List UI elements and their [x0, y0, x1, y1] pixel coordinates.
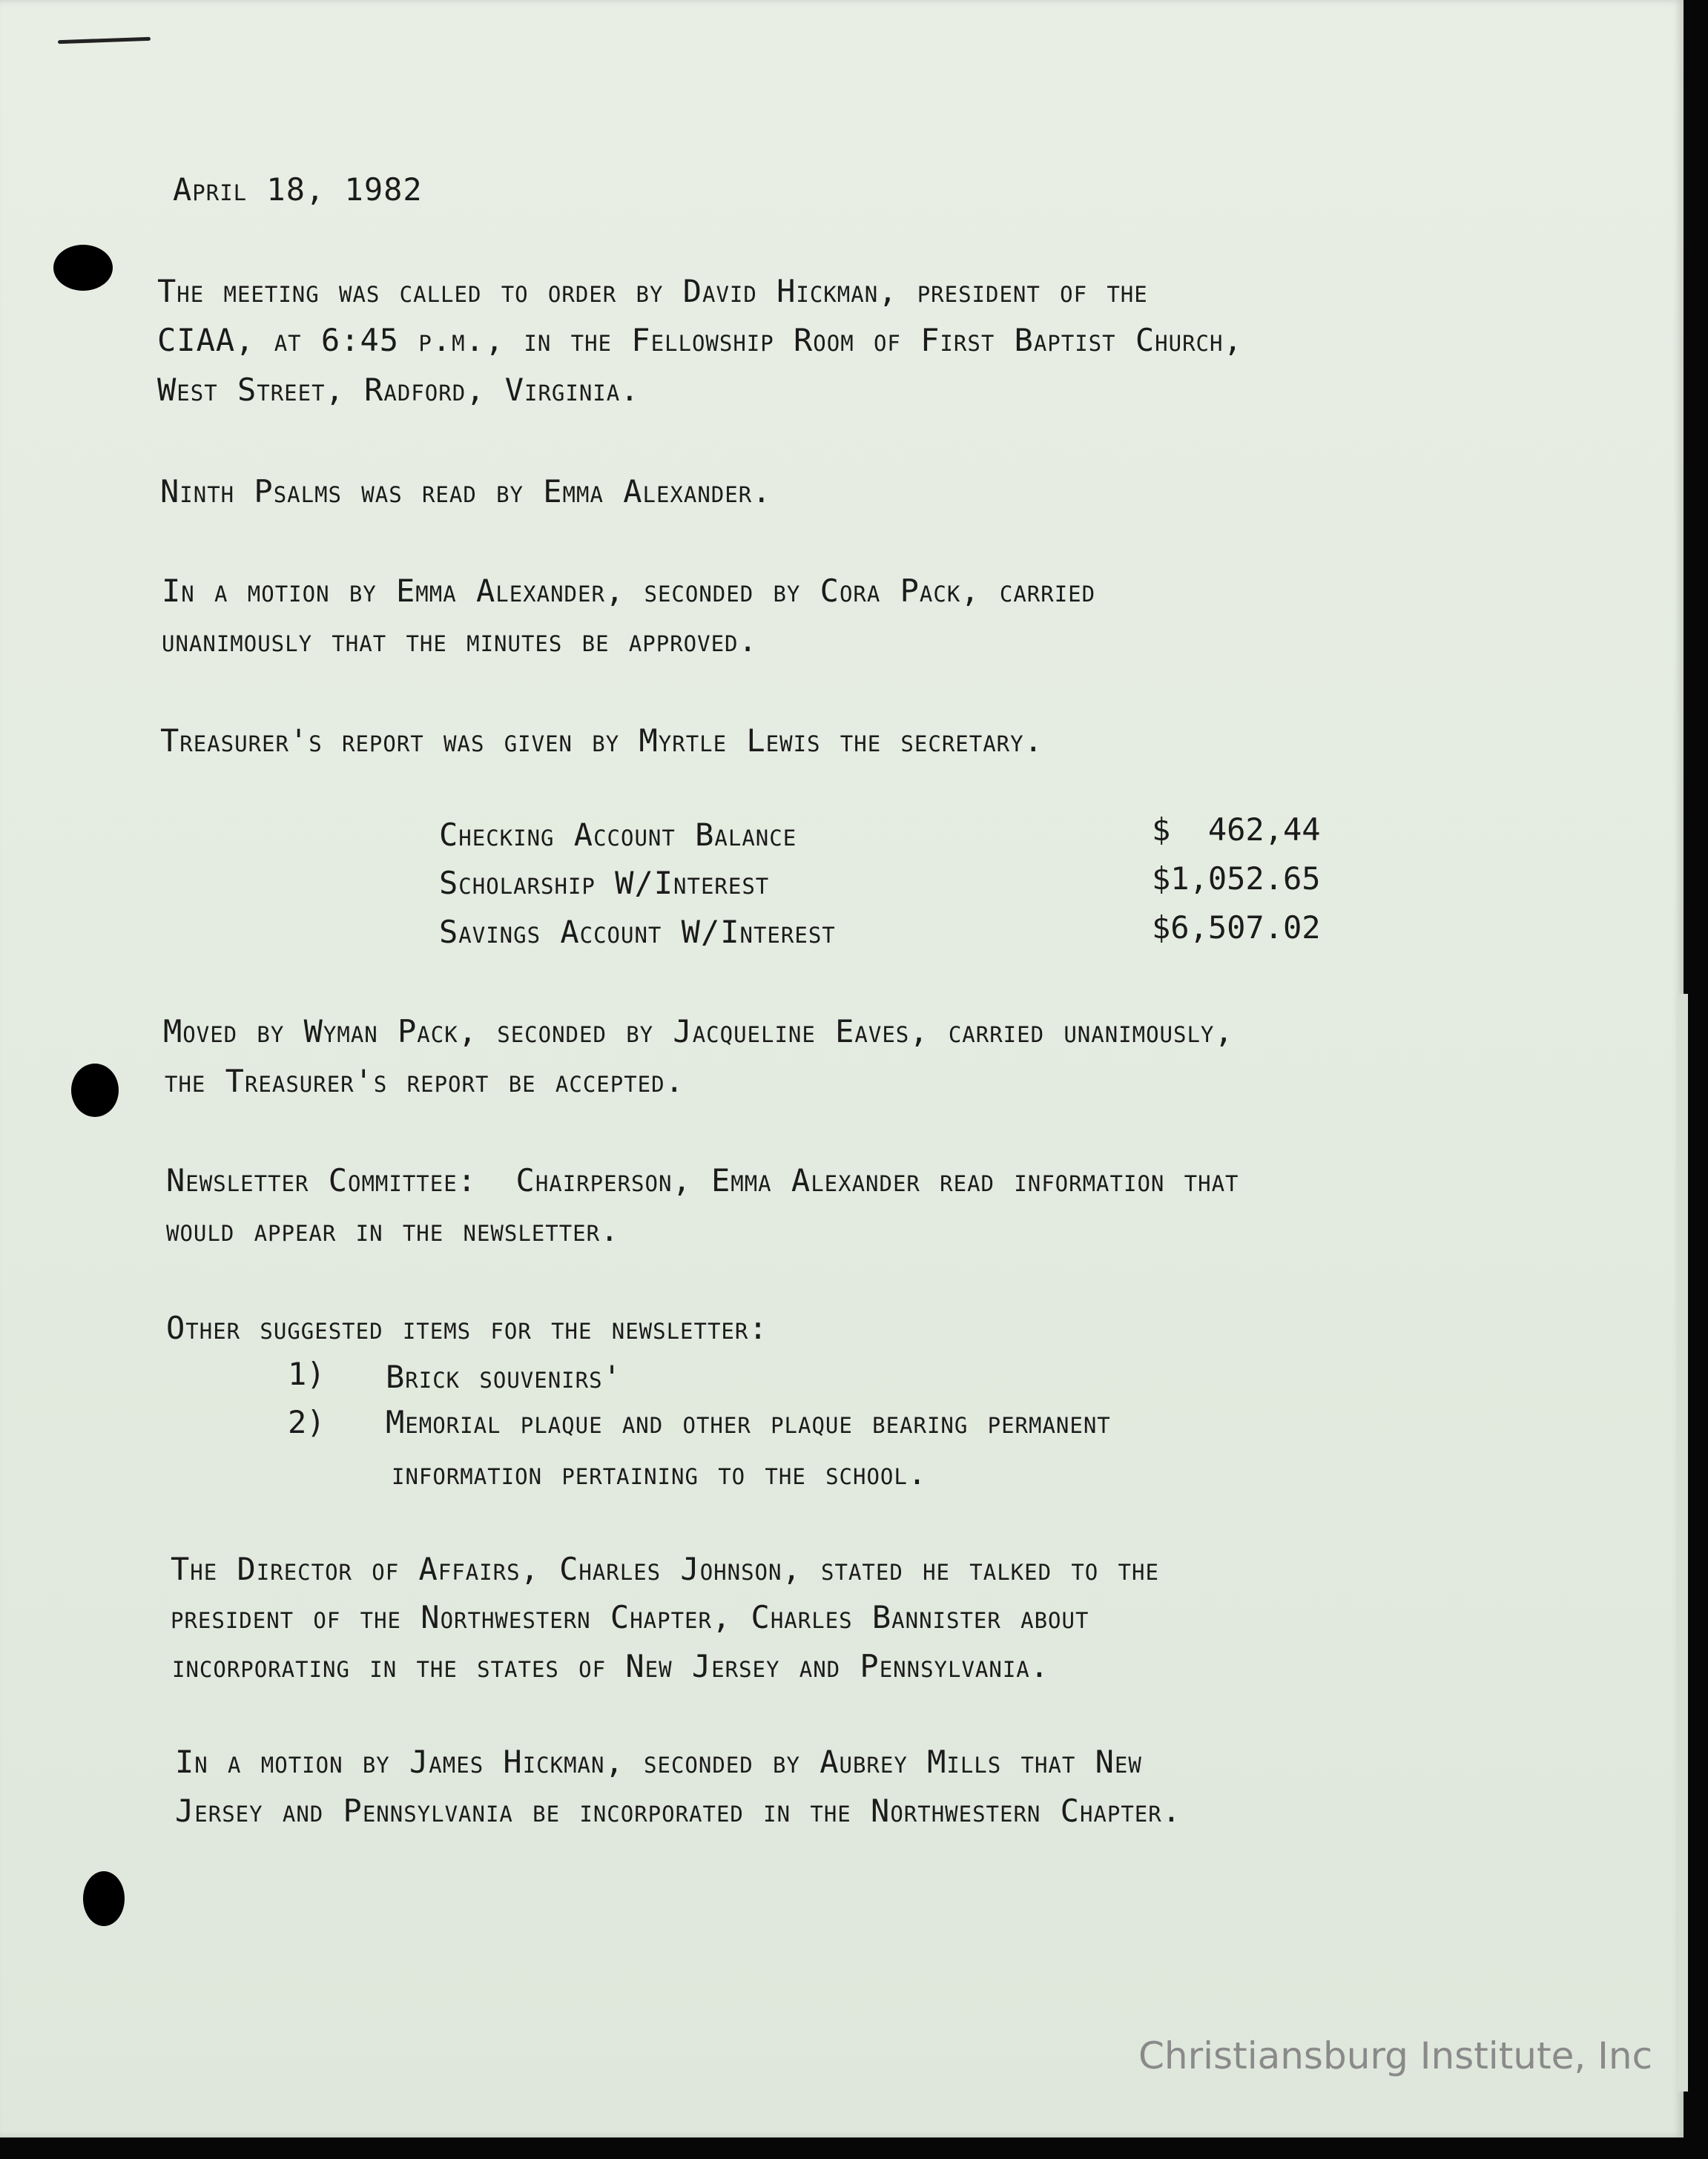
list-item-number: 2) — [288, 1404, 326, 1440]
director-line-1: The Director of Affairs, Charles Johnson, stated he talked to the — [171, 1551, 1159, 1587]
director-line-2: president of the Northwestern Chapter, Charles Bannister about — [171, 1599, 1089, 1635]
list-item-text: Memorial plaque and other plaque bearing permanent — [386, 1404, 1111, 1440]
call-to-order-line-2: CIAA, at 6:45 p.m., in the Fellowship Room of First Baptist Church, — [157, 322, 1243, 358]
call-to-order-line-1: The meeting was called to order by David Hickman, president of the — [157, 273, 1148, 309]
newsletter-line-1: Newsletter Committee: Chairperson, Emma Alexander read information that — [166, 1162, 1239, 1199]
punch-hole-top — [53, 245, 113, 291]
account-label: Scholarship W/Interest — [439, 865, 770, 901]
treasurer-report-paragraph: Treasurer's report was given by Myrtle Lewis the secretary. — [160, 722, 1043, 759]
account-amount: $6,507.02 — [1152, 909, 1321, 946]
call-to-order-line-3: West Street, Radford, Virginia. — [157, 372, 640, 408]
document-date: April 18, 1982 — [173, 171, 423, 208]
paper-edge — [1678, 994, 1688, 2092]
punch-hole-middle — [71, 1064, 119, 1117]
incorporation-line-1: In a motion by James Hickman, seconded by Aubrey Mills that New — [175, 1744, 1142, 1780]
list-item-text: Brick souvenirs' — [386, 1359, 622, 1395]
list-item-text-continued: information pertaining to the school. — [392, 1455, 928, 1491]
moved-line-2: the Treasurer's report be accepted. — [165, 1063, 685, 1099]
director-line-3: incorporating in the states of New Jersey and Pennsylvania. — [172, 1648, 1050, 1684]
psalms-paragraph: Ninth Psalms was read by Emma Alexander. — [160, 473, 772, 510]
minutes-motion-line-2: unanimously that the minutes be approved. — [162, 622, 758, 659]
incorporation-line-2: Jersey and Pennsylvania be incorporated in the Northwestern Chapter. — [175, 1793, 1181, 1829]
other-items-heading: Other suggested items for the newsletter: — [166, 1310, 768, 1346]
account-amount: $ 462,44 — [1152, 811, 1321, 848]
list-item-number: 1) — [288, 1356, 326, 1392]
punch-hole-bottom — [83, 1871, 125, 1926]
watermark: Christiansburg Institute, Inc — [1138, 2034, 1653, 2077]
moved-line-1: Moved by Wyman Pack, seconded by Jacqueline Eaves, carried unanimously, — [163, 1013, 1234, 1049]
account-label: Checking Account Balance — [439, 817, 797, 853]
newsletter-line-2: would appear in the newsletter. — [166, 1212, 620, 1248]
minutes-motion-line-1: In a motion by Emma Alexander, seconded by Cora Pack, carried — [162, 573, 1096, 609]
account-label: Savings Account W/Interest — [439, 914, 836, 950]
account-amount: $1,052.65 — [1152, 860, 1321, 897]
staple-mark — [58, 37, 151, 44]
